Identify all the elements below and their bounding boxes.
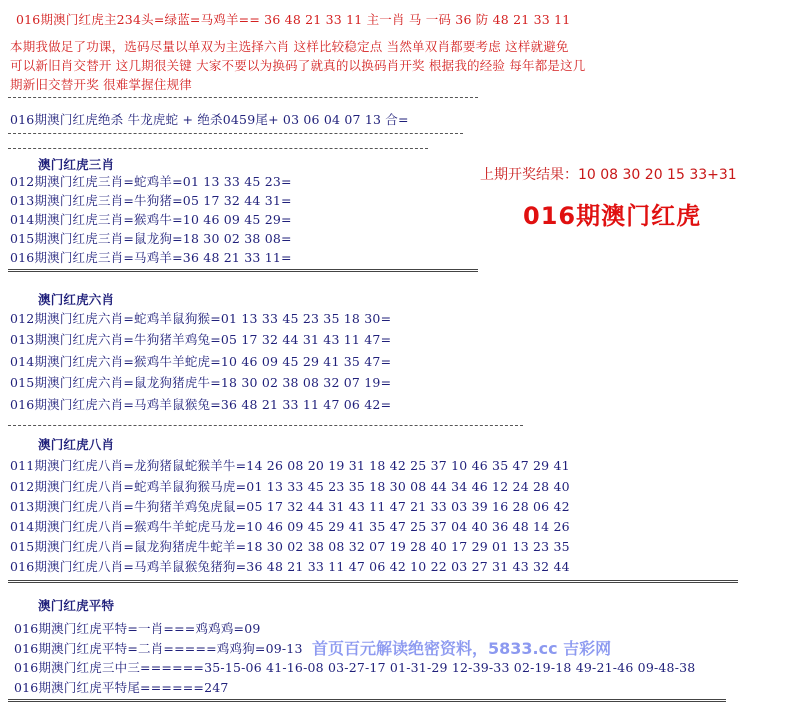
eight-zodiac-row: 013期澳门红虎八肖=牛狗猪羊鸡兔虎鼠=05 17 32 44 31 43 11 47 21 33 03 39 16 28 06 42 [10, 499, 570, 514]
divider [8, 133, 463, 134]
six-zodiac-row: 016期澳门红虎六肖=马鸡羊鼠猴兔=36 48 21 33 11 47 06 42= [10, 397, 392, 412]
divider [8, 148, 428, 149]
eight-zodiac-row: 014期澳门红虎八肖=猴鸡牛羊蛇虎马龙=10 46 09 45 29 41 35 47 25 37 04 40 36 48 14 26 [10, 519, 570, 534]
intro-paragraph-line: 本期我做足了功课，选码尽量以单双为主选择六肖 这样比较稳定点 当然单双肖都要考虑 这样就避免 [10, 39, 569, 54]
kill-line: 016期澳门红虎绝杀 牛龙虎蛇 + 绝杀0459尾+ 03 06 04 07 13 合= [10, 112, 409, 127]
special-row: 016期澳门红虎平特尾======247 [14, 680, 229, 695]
six-zodiac-row: 014期澳门红虎六肖=猴鸡牛羊蛇虎=10 46 09 45 29 41 35 47= [10, 354, 392, 369]
three-zodiac-heading: 澳门红虎三肖 [38, 157, 115, 172]
divider [8, 97, 478, 98]
divider [8, 580, 738, 583]
intro-paragraph-line: 可以新旧肖交替开 这几期很关键 大家不要以为换码了就真的以换码肖开奖 根据我的经验 每年都是这几 [10, 58, 586, 73]
divider [8, 699, 726, 702]
special-row: 016期澳门红虎平特=一肖===鸡鸡鸡=09 [14, 621, 261, 636]
special-row: 016期澳门红虎平特=二肖=====鸡鸡狗=09-13 [14, 641, 303, 656]
six-zodiac-row: 012期澳门红虎六肖=蛇鸡羊鼠狗猴=01 13 33 45 23 35 18 30= [10, 311, 392, 326]
last-draw-result: 上期开奖结果：10 08 30 20 15 33+31 [480, 167, 737, 183]
three-zodiac-row: 012期澳门红虎三肖=蛇鸡羊=01 13 33 45 23= [10, 174, 292, 189]
six-zodiac-row: 013期澳门红虎六肖=牛狗猪羊鸡兔=05 17 32 44 31 43 11 47= [10, 332, 392, 347]
three-zodiac-row: 013期澳门红虎三肖=牛狗猪=05 17 32 44 31= [10, 193, 292, 208]
divider [8, 269, 478, 272]
special-heading: 澳门红虎平特 [38, 598, 115, 613]
special-row: 016期澳门红虎三中三======35-15-06 41-16-08 03-27-17 01-31-29 12-39-33 02-19-18 49-21-46 09-48-38 [14, 660, 696, 675]
eight-zodiac-row: 011期澳门红虎八肖=龙狗猪鼠蛇猴羊牛=14 26 08 20 19 31 18 42 25 37 10 46 35 47 29 41 [10, 458, 570, 473]
eight-zodiac-row: 015期澳门红虎八肖=鼠龙狗猪虎牛蛇羊=18 30 02 38 08 32 07 19 28 40 17 29 01 13 23 35 [10, 539, 570, 554]
site-watermark: 首页百元解读绝密资料，5833.cc 吉彩网 [312, 639, 612, 658]
three-zodiac-row: 014期澳门红虎三肖=猴鸡牛=10 46 09 45 29= [10, 212, 292, 227]
issue-title: 016期澳门红虎 [523, 202, 702, 230]
headline-prediction: 016期澳门红虎主234头=绿蓝=马鸡羊== 36 48 21 33 11 主一肖 马 一码 36 防 48 21 33 11 [16, 12, 571, 27]
six-zodiac-row: 015期澳门红虎六肖=鼠龙狗猪虎牛=18 30 02 38 08 32 07 19= [10, 375, 392, 390]
divider [8, 425, 523, 426]
three-zodiac-row: 015期澳门红虎三肖=鼠龙狗=18 30 02 38 08= [10, 231, 292, 246]
six-zodiac-heading: 澳门红虎六肖 [38, 292, 115, 307]
intro-paragraph-line: 期新旧交替开奖 很难掌握住规律 [10, 77, 192, 92]
eight-zodiac-row: 012期澳门红虎八肖=蛇鸡羊鼠狗猴马虎=01 13 33 45 23 35 18 30 08 44 34 46 12 24 28 40 [10, 479, 570, 494]
three-zodiac-row: 016期澳门红虎三肖=马鸡羊=36 48 21 33 11= [10, 250, 292, 265]
eight-zodiac-heading: 澳门红虎八肖 [38, 437, 115, 452]
eight-zodiac-row: 016期澳门红虎八肖=马鸡羊鼠猴兔猪狗=36 48 21 33 11 47 06 42 10 22 03 27 31 43 32 44 [10, 559, 570, 574]
